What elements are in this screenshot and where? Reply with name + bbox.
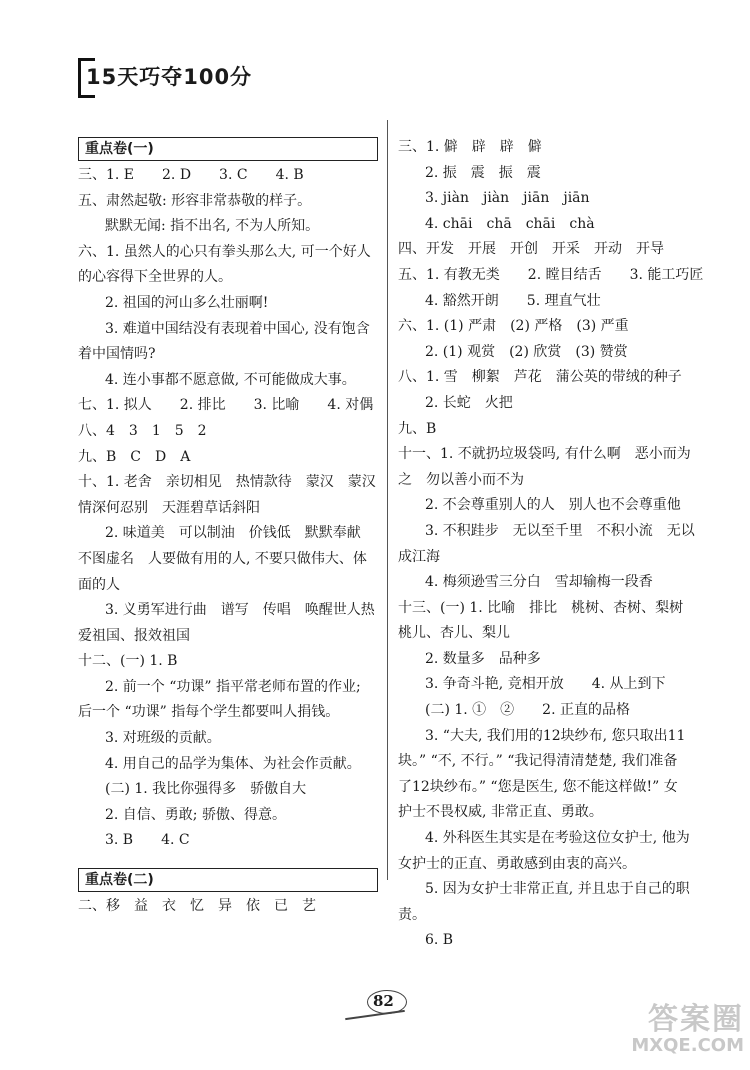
answer-line: 八、4 3 1 5 2 xyxy=(78,422,207,439)
answer-line: 3. B 4. C xyxy=(105,832,190,849)
answer-line: 爱祖国、报效祖国 xyxy=(78,627,190,644)
answer-line: 着中国情吗? xyxy=(78,346,156,363)
answer-line: 五、肃然起敬: 形容非常恭敬的样子。 xyxy=(78,192,312,209)
section-header-1: 重点卷(一) xyxy=(78,137,378,161)
answer-line: 2. 振 震 振 震 xyxy=(425,164,541,181)
right-column xyxy=(398,135,704,954)
answer-line: 十二、(一) 1. B xyxy=(78,653,178,670)
answer-line: 2. 祖国的河山多么壮丽啊! xyxy=(105,294,269,311)
answer-line: 2. 前一个 “功课” 指平常老师布置的作业; xyxy=(105,678,361,695)
answer-line: 4. 连小事都不愿意做, 不可能做成大事。 xyxy=(105,371,356,388)
answer-line: 九、B C D A xyxy=(78,448,191,465)
answer-line: 2. 自信、勇敢; 骄傲、得意。 xyxy=(105,806,286,823)
answer-line: 不图虚名 人要做有用的人, 不要只做伟大、体 xyxy=(78,550,367,567)
left-answer-list xyxy=(78,163,378,854)
answer-line: 2. (1) 观赏 (2) 欣赏 (3) 赞赏 xyxy=(425,343,628,360)
answer-line: 5. 因为女护士非常正直, 并且忠于自己的职 xyxy=(425,881,690,898)
column-divider xyxy=(387,120,388,880)
answer-line: 4. 用自己的品学为集体、为社会作贡献。 xyxy=(105,755,361,772)
answer-line: 2. 味道美 可以制油 价钱低 默默奉献 xyxy=(105,525,375,542)
answer-line: 桃儿、杏儿、梨儿 xyxy=(398,625,510,642)
answer-line: 责。 xyxy=(398,906,426,923)
answer-line: 4. 豁然开朗 5. 理直气壮 xyxy=(425,292,601,309)
answer-line: 六、1. (1) 严肃 (2) 严格 (3) 严重 xyxy=(398,318,629,335)
answer-line: 四、开发 开展 开创 开采 开动 开导 xyxy=(398,241,664,258)
answer-line: 女护士的正直、勇敢感到由衷的高兴。 xyxy=(398,855,636,872)
answer-line: 2. 不会尊重别人的人 别人也不会尊重他 xyxy=(425,497,681,514)
brand-title: 15天巧夺100分 xyxy=(86,65,253,89)
answer-line: 九、B xyxy=(398,420,437,437)
answer-line: 三、1. E 2. D 3. C 4. B xyxy=(78,167,304,183)
answer-line: 情深何忍别 天涯碧草话斜阳 xyxy=(78,499,260,516)
answer-line: 后一个 “功课” 指每个学生都要叫人捐钱。 xyxy=(78,704,340,721)
answer-line: 三、1. 僻 辟 辟 僻 xyxy=(398,139,542,155)
watermark-url: MXQE.COM xyxy=(631,1035,744,1056)
answer-line: 六、1. 虽然人的心只有拳头那么大, 可一个好人 xyxy=(78,243,371,260)
answer-line: 4. 外科医生其实是在考验这位女护士, 他为 xyxy=(425,830,690,847)
page-number-badge xyxy=(345,988,435,1028)
left-column xyxy=(78,135,378,920)
answer-line: 八、1. 雪 柳絮 芦花 蒲公英的带绒的种子 xyxy=(398,369,682,386)
answer-line: 护士不畏权威, 非常正直、勇敢。 xyxy=(398,804,603,821)
answer-line: 十一、1. 不就扔垃圾袋吗, 有什么啊 恶小而为 xyxy=(398,446,691,463)
answer-line: 的心容得下全世界的人。 xyxy=(78,269,232,286)
answer-line: 3. 争奇斗艳, 竞相开放 4. 从上到下 xyxy=(425,676,666,693)
answer-line: 3. 不积跬步 无以至千里 不积小流 无以 xyxy=(425,522,695,539)
answer-line: 了12块纱布。” “您是医生, 您不能这样做!” 女 xyxy=(398,778,678,795)
watermark xyxy=(584,1004,744,1062)
answer-line: 默默无闻: 指不出名, 不为人所知。 xyxy=(105,218,320,235)
answer-line: 3. 难道中国结没有表现着中国心, 没有饱含 xyxy=(105,320,370,337)
page-number: 82 xyxy=(373,992,394,1010)
answer-line: 七、1. 拟人 2. 排比 3. 比喻 4. 对偶 xyxy=(78,397,374,414)
answer-line: 3. jiàn jiàn jiān jiān xyxy=(425,190,590,207)
watermark-title: 答案圈 xyxy=(648,1002,744,1037)
answer-line: 3. 对班级的贡献。 xyxy=(105,730,221,747)
answer-line: 块。” “不, 不行。” “我记得清清楚楚, 我们准备 xyxy=(398,753,678,770)
answer-line: 之 勿以善小而不为 xyxy=(398,471,524,488)
answer-line: 2. 数量多 品种多 xyxy=(425,650,541,667)
book-brand-logo xyxy=(78,58,252,94)
answer-line: 3. “大夫, 我们用的12块纱布, 您只取出11 xyxy=(425,727,686,744)
brand-bracket-icon xyxy=(78,58,95,98)
answer-line: 五、1. 有教无类 2. 瞠目结舌 3. 能工巧匠 xyxy=(398,266,704,283)
answer-line: 十三、(一) 1. 比喻 排比 桃树、杏树、梨树 xyxy=(398,599,684,616)
answer-line: 4. 梅须逊雪三分白 雪却输梅一段香 xyxy=(425,574,653,591)
answer-line: 面的人 xyxy=(78,576,120,593)
right-answer-list xyxy=(398,135,704,954)
answer-line: 6. B xyxy=(425,932,454,949)
section-header-2: 重点卷(二) xyxy=(78,868,378,892)
answer-line: 2. 长蛇 火把 xyxy=(425,394,513,411)
answer-line: 二、移 益 衣 忆 异 依 已 艺 xyxy=(78,898,316,915)
answer-line: 3. 义勇军进行曲 谱写 传唱 唤醒世人热 xyxy=(105,602,375,619)
left-answer-list-2 xyxy=(78,894,378,920)
answer-line: 十、1. 老舍 亲切相见 热情款待 蒙汉 蒙汉 xyxy=(78,474,376,491)
answer-line: 4. chāi chā chāi chà xyxy=(425,215,595,232)
answer-line: (二) 1. 我比你强得多 骄傲自大 xyxy=(105,781,307,798)
answer-line: (二) 1. ① ② 2. 正直的品格 xyxy=(425,702,630,719)
answer-line: 成江海 xyxy=(398,548,440,565)
